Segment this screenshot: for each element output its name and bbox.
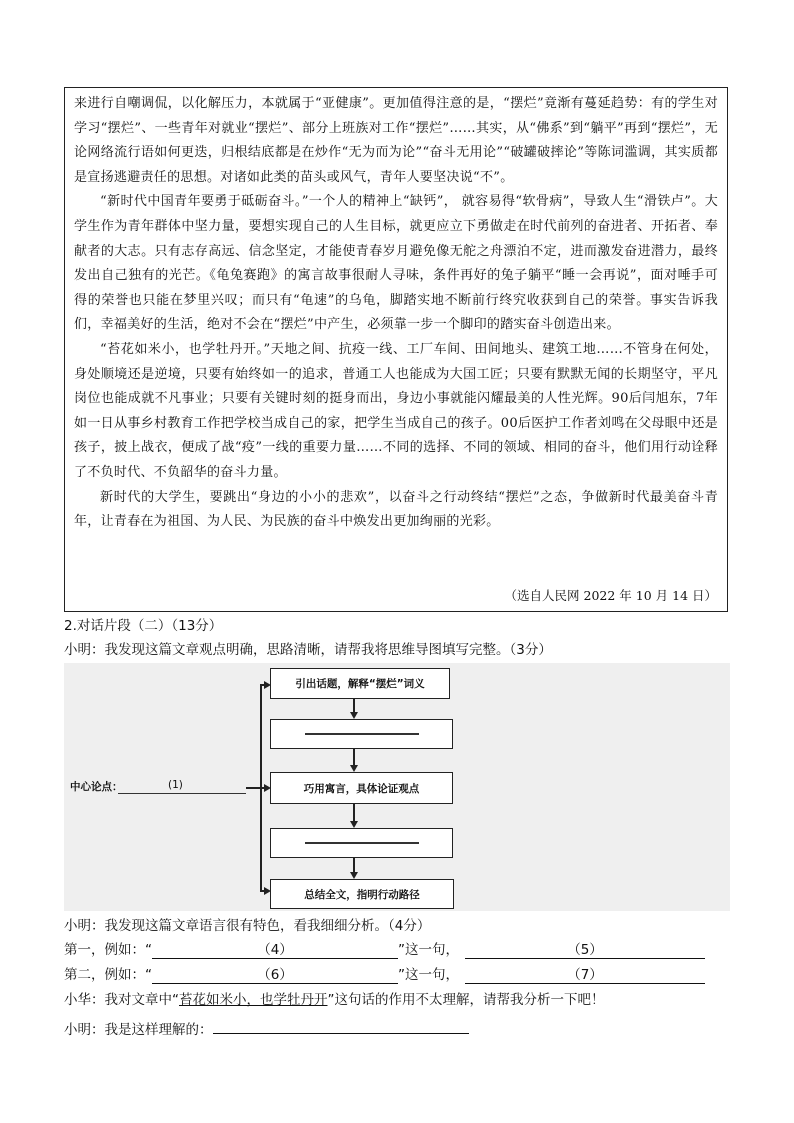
mindmap-connector — [246, 787, 260, 789]
mindmap-flow-line-1 — [353, 699, 355, 712]
question-language-prompt: 小明：我发现这篇文章语言很有特色，看我细细分析。（4分） — [64, 918, 431, 934]
mindmap-box-blank-4[interactable] — [270, 828, 453, 858]
mindmap-box-intro: 引出话题，解释“摆烂”词义 — [270, 668, 450, 699]
answer-line-understanding — [64, 1015, 469, 1040]
quote-text: 苔花如米小，也学牡丹开 — [179, 992, 328, 1008]
mind-map — [64, 663, 730, 911]
question-mindmap-prompt: 小明：我发现这篇文章观点明确，思路清晰，请帮我将思维导图填写完整。（3分） — [64, 642, 552, 658]
question-quote-line — [64, 990, 605, 1010]
answer-line-2 — [64, 965, 705, 985]
mindmap-flow-arrow-2 — [350, 765, 358, 772]
mindmap-blank-2-line — [305, 733, 419, 734]
quote-suffix: ”这句话的作用不太理解，请帮我分析一下吧！ — [327, 992, 605, 1008]
mindmap-flow-arrow-3 — [350, 821, 358, 828]
passage-paragraph-1: 来进行自嘲调侃，以化解压力，本就属于“亚健康”。更加值得注意的是，“摆烂”竟渐有蔓延趋势：有的学生对学习“摆烂”、一些青年对就业“摆烂”、部分上班族对工作“摆烂”……其实，从“佛系”到“躺平”再到“摆烂”，无论网络流行语如何更迭，归根结底都是在炒作“无为而为论”“奋斗无用论”“破罐破摔论”等陈词滥调，其实质都是宣扬逃避责任的思想。对诸如此类的苗头或风气，青年人要坚决说“不”。 — [74, 96, 718, 185]
blank-understanding[interactable] — [213, 1015, 469, 1034]
answer-line-2-mid: ”这一句， — [398, 967, 459, 983]
question-heading: 2.对话片段（二）（13分） — [64, 618, 223, 634]
blank-4[interactable]: （4） — [152, 940, 398, 959]
mindmap-box-summary: 总结全文，指明行动路径 — [270, 879, 454, 909]
passage-paragraph-3: “苔花如米小，也学牡丹开。”天地之间、抗疫一线、工厂车间、田间地头、建筑工地……不管身在何处，身处顺境还是逆境，只要有始终如一的追求，普通工人也能成为大国工匠；只要有默默无闻的长期坚守，平凡岗位也能成就不凡事业；只要有关键时刻的挺身而出，身边小事就能闪耀最美的人性光辉。90后闫旭东，7年如一日从事乡村教育工作把学校当成自己的家，把学生当成自己的孩子。00后医护工作者刘鸣在父母眼中还是孩子，披上战衣，便成了战“疫”一线的重要力量……不同的选择、不同的领域、相同的奋斗，他们用行动诠释了不负时代、不负韶华的奋斗力量。 — [74, 341, 718, 480]
mindmap-center-label: 中心论点： — [70, 781, 123, 793]
passage-paragraph-2: “新时代中国青年要勇于砥砺奋斗。”一个人的精神上“缺钙”， 就容易得“软骨病”，导致人生“滑铁卢”。大学生作为青年群体中坚力量，要想实现自己的人生目标，就更应立下勇做走在时代前列的奋进者、开拓者、奉献者的大志。只有志存高远、信念坚定，才能使青春岁月避免像无舵之舟漂泊不定，进而激发奋进潜力，最终发出自己独有的光芒。《龟兔赛跑》的寓言故事很耐人寻味，条件再好的兔子躺平“睡一会再说”，面对唾手可得的荣誉也只能在梦里兴叹；而只有“龟速”的乌龟，脚踏实地不断前行终究收获到自己的荣誉。事实告诉我们，幸福美好的生活，绝对不会在“摆烂”中产生，必须靠一步一个脚印的踏实奋斗创造出来。 — [74, 194, 718, 333]
mindmap-flow-line-2 — [353, 749, 355, 765]
mindmap-flow-line-4 — [353, 858, 355, 872]
mindmap-box-blank-2[interactable] — [270, 719, 453, 749]
mindmap-flow-arrow-4 — [350, 872, 358, 879]
answer-line-1-prefix: 第一，例如：“ — [64, 942, 152, 958]
answer-line-1-mid: ”这一句， — [398, 942, 459, 958]
mindmap-blank-4-line — [305, 842, 419, 843]
quote-prefix: 小华：我对文章中“ — [64, 992, 179, 1008]
mindmap-center-underline — [118, 793, 246, 794]
understanding-label: 小明：我是这样理解的： — [64, 1022, 213, 1038]
mindmap-flow-line-3 — [353, 804, 355, 821]
mindmap-flow-arrow-1 — [350, 712, 358, 719]
answer-line-1 — [64, 940, 705, 960]
passage-source: （选自人民网 2022 年 10 月 14 日） — [504, 588, 717, 603]
mindmap-box-fable: 巧用寓言，具体论证观点 — [270, 772, 453, 804]
mindmap-center-blank-number[interactable]: (1) — [168, 779, 183, 791]
answer-line-2-prefix: 第二，例如：“ — [64, 967, 152, 983]
passage-paragraph-4: 新时代的大学生，要跳出“身边的小小的悲欢”，以奋斗之行动终结“摆烂”之态，争做新时代最美奋斗青年，让青春在为祖国、为人民、为民族的奋斗中焕发出更加绚丽的光彩。 — [74, 489, 718, 530]
blank-7[interactable]: （7） — [465, 965, 705, 984]
blank-6[interactable]: （6） — [152, 965, 398, 984]
blank-5[interactable]: （5） — [465, 940, 705, 959]
passage-box — [64, 87, 728, 612]
